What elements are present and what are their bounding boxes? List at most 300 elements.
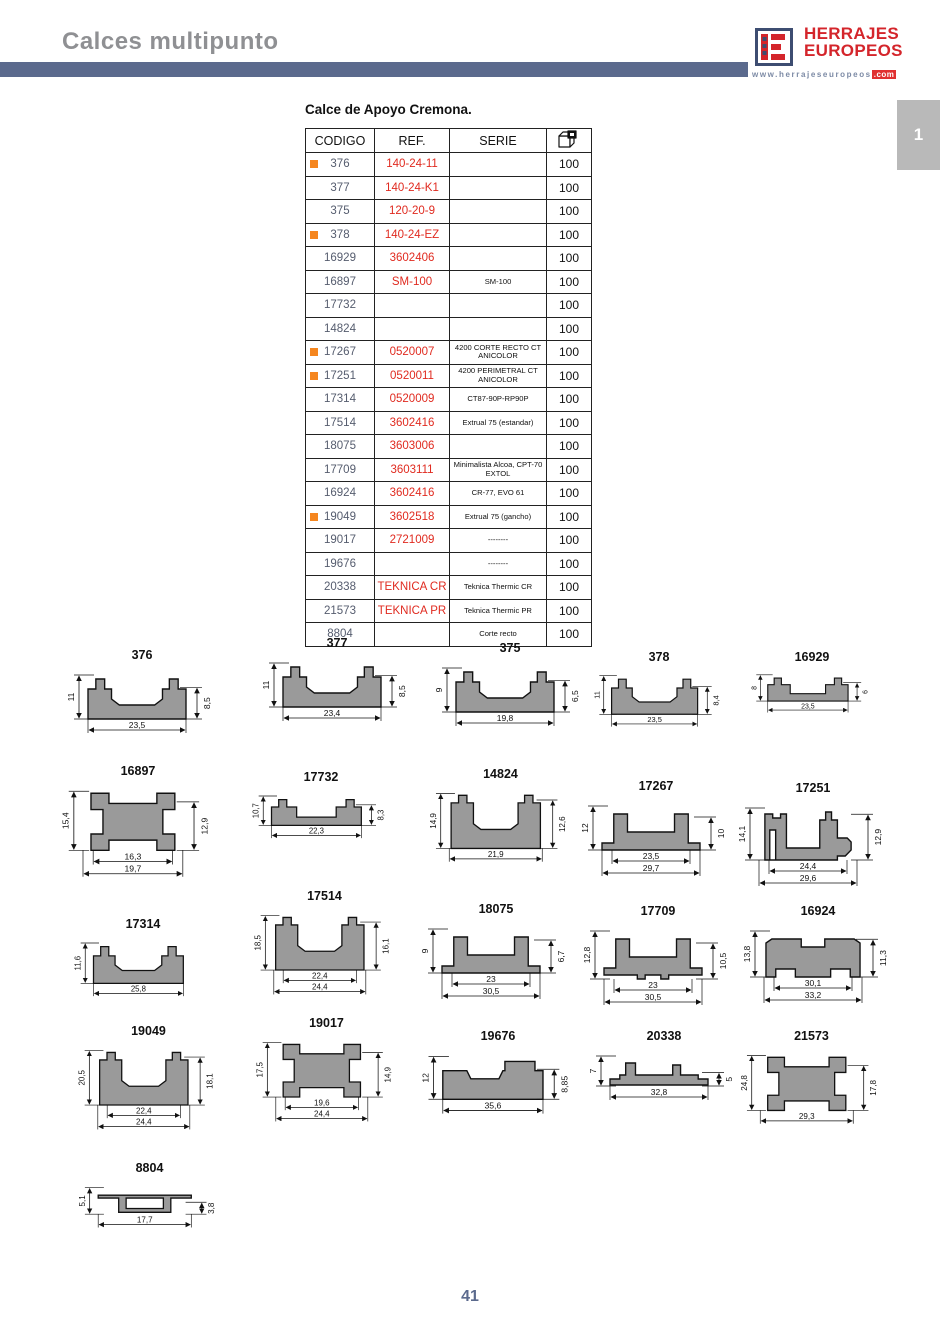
profile-figure-377 <box>247 636 427 740</box>
table-row <box>306 223 592 247</box>
cell-codigo <box>306 552 375 576</box>
cell-ref <box>375 552 450 576</box>
cell-qty: 100 <box>547 529 592 553</box>
dim-right: 12,9 <box>873 828 883 846</box>
dim-left: 11 <box>261 680 271 690</box>
cell-codigo <box>306 153 375 177</box>
codigo-value: 16924 <box>324 487 356 500</box>
cell-codigo <box>306 599 375 623</box>
cell-serie <box>450 294 547 318</box>
profile-code: 20338 <box>646 1029 682 1043</box>
cell-qty: 100 <box>547 176 592 200</box>
header-divider-bar <box>0 62 748 77</box>
cell-qty: 100 <box>547 623 592 647</box>
logo-website-url: www.herrajeseuropeos <box>752 70 872 79</box>
profile-drawing <box>60 932 226 1009</box>
profile-code: 14824 <box>483 767 518 781</box>
codigo-value: 19049 <box>324 510 356 523</box>
cell-serie <box>450 435 547 459</box>
cell-ref: 0520011 <box>375 364 450 388</box>
cell-codigo <box>306 576 375 600</box>
dim-left: 5,1 <box>77 1195 87 1207</box>
dim-right: 17,8 <box>869 1080 879 1096</box>
table-row <box>306 176 592 200</box>
dim-bottom: 19,8 <box>496 713 514 723</box>
cell-serie <box>450 176 547 200</box>
profile-figure-16897 <box>46 764 230 894</box>
dim-right: 12,9 <box>199 817 210 835</box>
dim-bottom: 21,9 <box>487 849 504 859</box>
profile-figure-18075 <box>406 902 586 1016</box>
logo-website <box>752 70 896 79</box>
table-row <box>306 576 592 600</box>
profile-drawing <box>726 1044 897 1137</box>
profile-code: 17514 <box>307 889 342 903</box>
dim-bottom: 23,5 <box>801 703 815 711</box>
profile-figure-16924 <box>728 904 908 1020</box>
profile-figure-17514 <box>240 889 409 1011</box>
dim-bottom-outer: 29,6 <box>799 873 817 883</box>
dim-bottom: 23,5 <box>647 715 662 725</box>
profile-shape <box>98 1195 191 1212</box>
table-row <box>306 529 592 553</box>
codigo-value: 377 <box>330 181 350 194</box>
cell-serie <box>450 247 547 271</box>
table-row <box>306 505 592 529</box>
dim-right: 11,3 <box>878 950 888 967</box>
cell-codigo <box>306 176 375 200</box>
dim-left: 9 <box>434 687 444 693</box>
profile-drawing <box>247 651 427 735</box>
dim-bottom-inner: 19,6 <box>314 1098 330 1108</box>
profile-drawing <box>64 1039 233 1141</box>
cell-qty: 100 <box>547 294 592 318</box>
logo-brand-line1: HERRAJES <box>804 24 899 43</box>
dim-bottom-inner: 23 <box>486 974 496 984</box>
dim-left: 11 <box>66 692 76 702</box>
profile-shape <box>272 800 362 826</box>
dim-bottom-inner: 16,3 <box>124 851 142 862</box>
profile-code: 17314 <box>125 917 161 931</box>
profile-drawing <box>240 904 409 1006</box>
page-title: Calces multipunto <box>62 28 279 55</box>
cell-serie: Extrual 75 (gancho) <box>450 505 547 529</box>
table-row <box>306 364 592 388</box>
dim-bottom-inner: 23,5 <box>642 851 660 861</box>
dim-bottom: 17,7 <box>136 1215 153 1225</box>
dim-left: 24,8 <box>739 1075 749 1091</box>
profile-code: 18075 <box>478 902 514 916</box>
profile-shape <box>456 672 554 712</box>
col-header-serie: SERIE <box>450 129 547 153</box>
codigo-value: 20338 <box>324 581 356 594</box>
codigo-value: 376 <box>330 158 350 171</box>
profile-figure-17251 <box>723 781 903 903</box>
profile-shape <box>604 939 702 979</box>
cell-codigo <box>306 529 375 553</box>
profile-code: 16897 <box>120 764 156 778</box>
cell-serie: -------- <box>450 529 547 553</box>
dim-right: 6,7 <box>556 950 566 963</box>
package-icon <box>556 129 582 149</box>
cell-codigo <box>306 364 375 388</box>
cell-codigo <box>306 294 375 318</box>
cell-ref: 3602416 <box>375 482 450 506</box>
codigo-value: 375 <box>330 205 350 218</box>
section-title: Calce de Apoyo Cremona. <box>305 102 472 117</box>
logo-mark-icon <box>755 28 793 66</box>
dim-left: 15,4 <box>60 812 71 830</box>
cell-ref: 3602406 <box>375 247 450 271</box>
dim-bottom-outer: 19,7 <box>124 863 142 874</box>
cell-qty: 100 <box>547 364 592 388</box>
table-row <box>306 411 592 435</box>
profile-code: 17732 <box>303 770 339 784</box>
dim-right: 12,6 <box>558 816 568 833</box>
cell-serie <box>450 153 547 177</box>
profile-figure-17709 <box>568 904 748 1022</box>
profile-code: 16924 <box>800 904 836 918</box>
profile-shape <box>100 1052 188 1105</box>
cell-qty: 100 <box>547 388 592 412</box>
orange-marker <box>310 160 318 168</box>
profile-figure-14824 <box>415 767 586 880</box>
cell-codigo <box>306 505 375 529</box>
profile-shape <box>88 679 186 719</box>
profile-drawing <box>406 1044 590 1128</box>
codigo-value: 17251 <box>324 369 356 382</box>
profile-shape <box>768 678 848 701</box>
logo-website-tld: .com <box>873 70 895 79</box>
codigo-value: 17267 <box>324 346 356 359</box>
profile-figure-19049 <box>64 1024 233 1146</box>
dim-right: 10 <box>716 828 726 839</box>
dim-right: 8,5 <box>397 685 407 698</box>
profile-figure-378 <box>580 650 738 744</box>
orange-marker <box>310 348 318 356</box>
cell-codigo <box>306 482 375 506</box>
profile-drawing <box>406 917 586 1011</box>
profile-drawing <box>52 663 232 747</box>
cell-ref: TEKNICA PR <box>375 599 450 623</box>
cell-serie: Corte recto <box>450 623 547 647</box>
orange-marker <box>310 231 318 239</box>
profile-shape <box>612 679 698 714</box>
dim-bottom-inner: 24,4 <box>799 861 817 871</box>
profile-drawing <box>723 796 903 898</box>
table-row <box>306 599 592 623</box>
cell-qty: 100 <box>547 411 592 435</box>
dim-left: 18,5 <box>253 935 263 951</box>
cell-ref: 2721009 <box>375 529 450 553</box>
codigo-value: 18075 <box>324 440 356 453</box>
dim-left: 9 <box>420 948 430 954</box>
dim-right: 5 <box>724 1076 734 1082</box>
profile-code: 16929 <box>794 650 830 664</box>
dim-right: 8,5 <box>202 697 212 710</box>
dim-left: 14,1 <box>737 825 747 843</box>
cell-ref: 3603006 <box>375 435 450 459</box>
cell-qty: 100 <box>547 458 592 482</box>
codigo-value: 16929 <box>324 252 356 265</box>
cell-ref: 120-20-9 <box>375 200 450 224</box>
dim-right: 3,8 <box>207 1202 217 1214</box>
dim-bottom-outer: 24,4 <box>136 1117 152 1127</box>
profile-figure-17314 <box>60 917 226 1014</box>
dim-bottom: 23,5 <box>128 720 146 730</box>
profile-shape <box>276 917 364 970</box>
dim-bottom-inner: 23 <box>648 980 658 990</box>
cell-ref: 3602518 <box>375 505 450 529</box>
profile-code: 17709 <box>640 904 676 918</box>
profile-shape <box>283 1044 360 1097</box>
profile-shape <box>442 937 540 973</box>
cell-serie: Teknica Thermic PR <box>450 599 547 623</box>
table-row <box>306 294 592 318</box>
codigo-value: 17732 <box>324 299 356 312</box>
cell-qty: 100 <box>547 599 592 623</box>
codigo-value: 8804 <box>327 628 353 641</box>
profile-figure-376 <box>52 648 232 752</box>
profile-code: 21573 <box>794 1029 829 1043</box>
cell-ref: TEKNICA CR <box>375 576 450 600</box>
table-row <box>306 552 592 576</box>
cell-codigo <box>306 223 375 247</box>
profile-shape <box>610 1063 708 1085</box>
codigo-value: 19676 <box>324 557 356 570</box>
cell-codigo <box>306 411 375 435</box>
dim-left: 13,8 <box>742 945 752 963</box>
dim-bottom: 35,6 <box>484 1100 502 1111</box>
dim-bottom: 22,3 <box>308 826 324 836</box>
table-row <box>306 317 592 341</box>
profile-figure-8804 <box>64 1161 235 1246</box>
table-row <box>306 435 592 459</box>
dim-right: 16,1 <box>381 938 391 954</box>
profile-code: 378 <box>648 650 670 664</box>
table-row <box>306 270 592 294</box>
dim-left: 12 <box>580 823 590 833</box>
cell-codigo <box>306 458 375 482</box>
profile-figure-375 <box>420 641 600 745</box>
company-logo <box>752 26 922 84</box>
orange-marker <box>310 372 318 380</box>
chapter-number: 1 <box>913 125 924 144</box>
logo-brand-text <box>804 26 903 59</box>
chapter-tab <box>897 100 940 170</box>
profile-code: 375 <box>499 641 521 655</box>
profile-code: 17267 <box>638 779 674 793</box>
profile-code: 19017 <box>309 1016 344 1030</box>
profile-shape <box>94 947 184 984</box>
profile-shape <box>766 939 860 977</box>
cell-serie: Minimalista Alcoa, CPT-70 EXTOL <box>450 458 547 482</box>
cell-codigo <box>306 200 375 224</box>
cell-serie: Teknica Thermic CR <box>450 576 547 600</box>
profile-drawing <box>738 665 886 724</box>
dim-bottom-inner: 22,4 <box>312 971 328 981</box>
profile-shape <box>765 812 851 860</box>
profile-code: 19049 <box>131 1024 166 1038</box>
profile-drawing <box>566 794 746 888</box>
profile-shape <box>283 667 381 707</box>
codigo-value: 19017 <box>324 534 356 547</box>
cell-serie: -------- <box>450 552 547 576</box>
logo-brand-line2: EUROPEOS <box>804 40 903 60</box>
profile-code: 8804 <box>135 1161 164 1175</box>
codigo-value: 17314 <box>324 393 356 406</box>
cell-ref: 0520007 <box>375 341 450 365</box>
dim-bottom: 23,4 <box>323 708 341 718</box>
profile-shape <box>602 814 700 850</box>
dim-right: 14,9 <box>383 1066 393 1083</box>
dim-bottom-outer: 29,7 <box>642 863 660 873</box>
table-row <box>306 388 592 412</box>
cell-serie: 4200 CORTE RECTO CT ANICOLOR <box>450 341 547 365</box>
cell-serie: CT87-90P-RP90P <box>450 388 547 412</box>
cell-qty: 100 <box>547 223 592 247</box>
cell-qty: 100 <box>547 200 592 224</box>
cell-codigo <box>306 247 375 271</box>
profile-drawing <box>420 656 600 740</box>
profile-shape <box>451 795 540 848</box>
cell-ref <box>375 317 450 341</box>
table-header-row <box>306 129 592 153</box>
cell-codigo <box>306 317 375 341</box>
dim-bottom-outer: 30,5 <box>482 986 500 996</box>
col-header-codigo: CODIGO <box>306 129 375 153</box>
dim-left: 7 <box>588 1068 598 1074</box>
col-header-ref: REF. <box>375 129 450 153</box>
codigo-value: 17709 <box>324 463 356 476</box>
dim-bottom: 29,3 <box>798 1111 815 1121</box>
cell-qty: 100 <box>547 341 592 365</box>
cell-qty: 100 <box>547 153 592 177</box>
dim-left: 12,8 <box>582 946 592 964</box>
cell-codigo <box>306 388 375 412</box>
profile-drawing <box>242 1031 411 1133</box>
dim-bottom-outer: 24,4 <box>312 982 328 992</box>
profile-figure-19676 <box>406 1029 590 1133</box>
profile-figure-17267 <box>566 779 746 893</box>
profile-code: 376 <box>131 648 153 662</box>
codigo-value: 21573 <box>324 604 356 617</box>
cell-codigo <box>306 341 375 365</box>
dim-right: 18,1 <box>205 1073 215 1089</box>
dim-bottom: 32,8 <box>650 1087 668 1097</box>
profile-figure-21573 <box>726 1029 897 1142</box>
cell-qty: 100 <box>547 482 592 506</box>
dim-bottom-outer: 30,5 <box>644 992 662 1002</box>
dim-left: 11 <box>592 691 602 699</box>
profile-shape <box>768 1057 846 1110</box>
profile-shape <box>91 793 175 850</box>
profile-figure-19017 <box>242 1016 411 1138</box>
cell-ref: 140-24-11 <box>375 153 450 177</box>
cell-ref: 3603111 <box>375 458 450 482</box>
profile-shape <box>443 1061 543 1099</box>
cell-qty: 100 <box>547 270 592 294</box>
cell-qty: 100 <box>547 552 592 576</box>
dim-left: 12 <box>420 1072 431 1083</box>
profile-drawing <box>415 782 586 875</box>
codigo-value: 16897 <box>324 275 356 288</box>
table-row <box>306 458 592 482</box>
cell-codigo <box>306 435 375 459</box>
profile-figure-17732 <box>238 770 404 856</box>
profile-drawing <box>64 1176 235 1241</box>
cell-serie: 4200 PERIMETRAL CT ANICOLOR <box>450 364 547 388</box>
dim-left: 17,5 <box>255 1062 265 1078</box>
profile-drawing <box>238 785 404 851</box>
cell-serie: SM-100 <box>450 270 547 294</box>
profile-drawing <box>728 919 908 1015</box>
profile-figure-16929 <box>738 650 886 729</box>
table-row <box>306 247 592 271</box>
cell-qty: 100 <box>547 317 592 341</box>
cell-qty: 100 <box>547 247 592 271</box>
cell-ref: 0520009 <box>375 388 450 412</box>
dim-right: 10,5 <box>718 952 728 970</box>
cell-ref: 140-24-EZ <box>375 223 450 247</box>
table-row <box>306 482 592 506</box>
codigo-value: 17514 <box>324 416 356 429</box>
cell-serie <box>450 223 547 247</box>
cell-serie <box>450 317 547 341</box>
dim-bottom-inner: 22,4 <box>136 1106 152 1116</box>
dim-right: 8,85 <box>559 1075 570 1093</box>
profile-drawing <box>580 665 738 739</box>
dim-bottom-outer: 33,2 <box>804 990 822 1000</box>
codigo-value: 14824 <box>324 322 356 335</box>
profile-code: 17251 <box>795 781 831 795</box>
orange-marker <box>310 513 318 521</box>
table-row <box>306 341 592 365</box>
dim-bottom-inner: 30,1 <box>804 978 822 988</box>
dim-left: 14,9 <box>428 813 438 829</box>
dim-right: 6 <box>862 689 870 694</box>
profile-code: 377 <box>326 636 348 650</box>
cell-qty: 100 <box>547 505 592 529</box>
table-row <box>306 153 592 177</box>
table-row <box>306 200 592 224</box>
cell-ref: 140-24-K1 <box>375 176 450 200</box>
profile-drawing <box>568 919 748 1017</box>
page-number: 41 <box>461 1288 479 1305</box>
dim-left: 10,7 <box>251 803 261 819</box>
cell-serie: Extrual 75 (estandar) <box>450 411 547 435</box>
dim-right: 6,5 <box>570 690 580 703</box>
dim-left: 11,6 <box>73 955 83 971</box>
dim-right: 8,3 <box>376 809 386 821</box>
dim-right: 8,4 <box>711 695 721 706</box>
cell-ref: 3602416 <box>375 411 450 435</box>
dim-bottom: 25,8 <box>130 984 146 994</box>
cell-ref <box>375 294 450 318</box>
product-table <box>305 128 592 647</box>
cell-serie: CR-77, EVO 61 <box>450 482 547 506</box>
cell-qty: 100 <box>547 576 592 600</box>
cell-qty: 100 <box>547 435 592 459</box>
dim-bottom-outer: 24,4 <box>314 1109 330 1119</box>
dim-left: 8 <box>751 686 759 690</box>
cell-serie <box>450 200 547 224</box>
profile-drawing <box>46 779 230 889</box>
codigo-value: 378 <box>330 228 350 241</box>
col-header-qty-icon <box>547 129 592 153</box>
cell-ref: SM-100 <box>375 270 450 294</box>
cell-codigo <box>306 270 375 294</box>
